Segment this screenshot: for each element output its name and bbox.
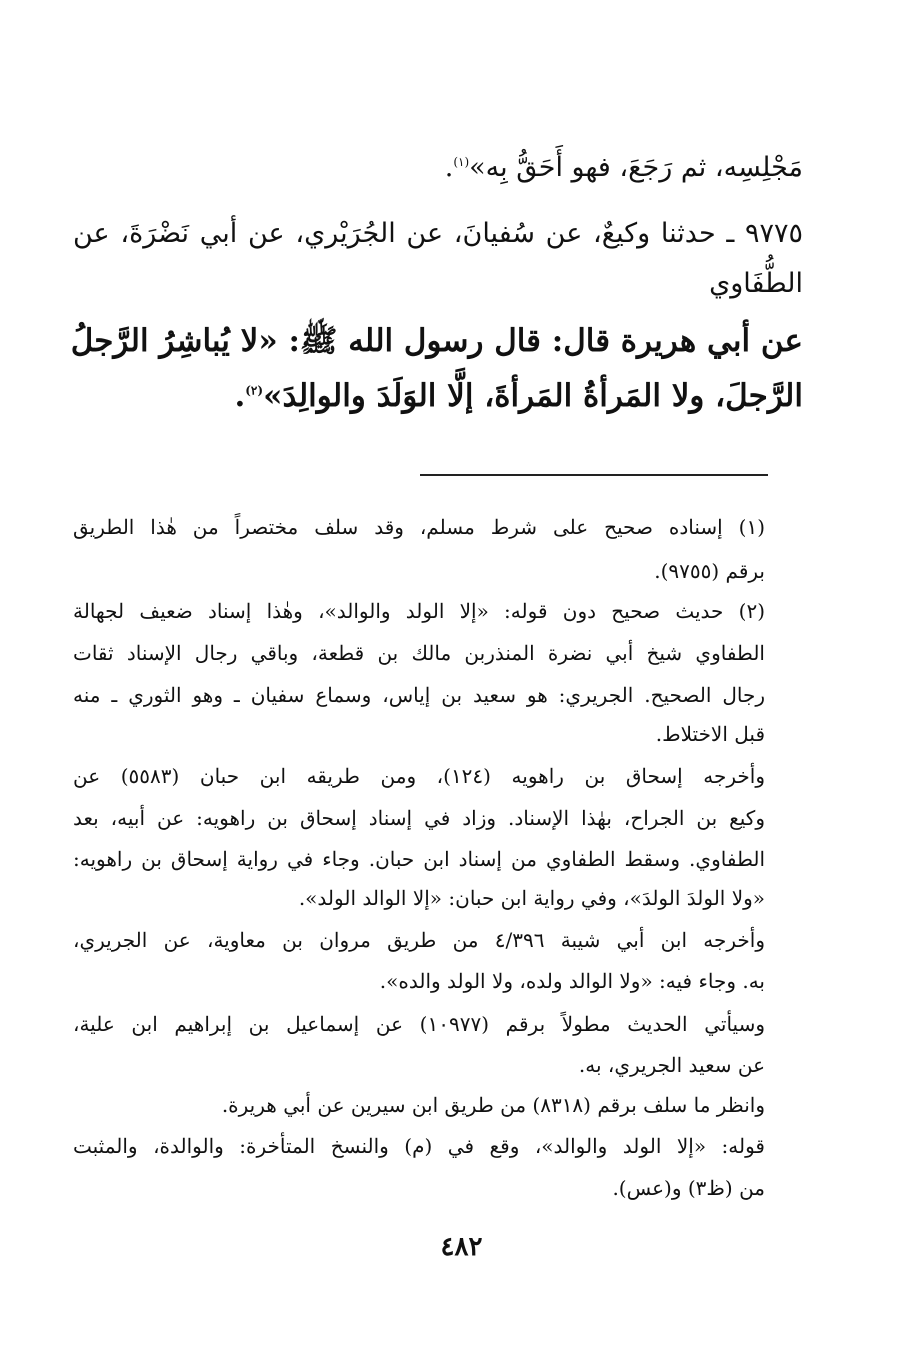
footnote-para-7-line-1: قوله: «إلا الولد والوالد»، وقع في (م) والنسخ المتأخرة: والوالدة، والمثبت	[73, 1134, 765, 1158]
footnote-para-3-line-2: وكيع بن الجراح، بهٰذا الإسناد. وزاد في إسناد إسحاق بن راهويه: عن أبيه، بعد	[73, 806, 765, 830]
hadith-isnad-line-2: الطُّفَاوي	[709, 268, 803, 299]
footnote-para-5-line-2: عن سعيد الجريري، به.	[578, 1053, 765, 1077]
footnote-2-line-2: الطفاوي شيخ أبي نضرة المنذربن مالك بن قطعة، وباقي رجال الإسناد ثقات	[73, 641, 765, 665]
page-number: ٤٨٢	[440, 1232, 483, 1262]
footnote-para-3-line-3: الطفاوي. وسقط الطفاوي من إسناد ابن حبان. وجاء في رواية إسحاق بن راهويه:	[73, 847, 765, 871]
footnote-separator	[420, 474, 768, 476]
hadith-matn-line-1: عن أبي هريرة قال: قال رسول الله ﷺ: «لا يُباشِرُ الرَّجلُ	[70, 323, 803, 359]
footnote-ref-2: (٢)	[245, 383, 264, 398]
footnote-para-6-line-1: وانظر ما سلف برقم (٨٣١٨) من طريق ابن سيرين عن أبي هريرة.	[221, 1093, 765, 1117]
footnote-ref-1: (١)	[453, 155, 470, 169]
hadith-isnad-line-1: ٩٧٧٥ ـ حدثنا وكيعٌ، عن سُفيانَ، عن الجُرَيْري، عن أبي نَضْرَةَ، عن	[73, 218, 803, 249]
footnote-2-line-1: (٢) حديث صحيح دون قوله: «إلا الولد والوالد»، وهٰذا إسناد ضعيف لجهالة	[73, 599, 766, 623]
hadith-matn-line-2	[234, 378, 803, 414]
footnote-para-5-line-1: وسيأتي الحديث مطولاً برقم (١٠٩٧٧) عن إسماعيل بن إبراهيم ابن علية،	[73, 1012, 765, 1036]
footnote-2-line-4: قبل الاختلاط.	[655, 722, 765, 746]
footnote-para-3-line-4: «ولا الولدَ الولدَ»، وفي رواية ابن حبان: «إلا الوالد الولد».	[298, 886, 765, 910]
footnote-para-4-line-2: به. وجاء فيه: «ولا الوالد ولده، ولا الولد والده».	[379, 969, 765, 993]
footnote-para-3-line-1: وأخرجه إسحاق بن راهويه (١٢٤)، ومن طريقه ابن حبان (٥٥٨٣) عن	[73, 764, 765, 788]
main-text-line-1-text: مَجْلِسِه، ثم رَجَعَ، فهو أَحَقُّ بِه»	[469, 152, 803, 183]
hadith-matn-line-2-text: الرَّجلَ، ولا المَرأةُ المَرأةَ، إلَّا الوَلَدَ والوالِدَ»	[263, 378, 803, 414]
footnote-1-line-1: (١) إسناده صحيح على شرط مسلم، وقد سلف مختصراً من هٰذا الطريق	[73, 515, 765, 539]
hadith-matn-line-2-end: .	[234, 378, 246, 414]
footnote-para-4-line-1: وأخرجه ابن أبي شيبة ٤/٣٩٦ من طريق مروان بن معاوية، عن الجريري،	[73, 928, 765, 952]
footnote-2-line-3: رجال الصحيح. الجريري: هو سعيد بن إياس، وسماع سفيان ـ وهو الثوري ـ منه	[73, 683, 765, 707]
footnote-para-7-line-2: من (ظ٣) و(عس).	[612, 1176, 765, 1200]
main-text-line-1	[445, 152, 803, 183]
footnote-1-line-2: برقم (٩٧٥٥).	[654, 559, 765, 583]
main-text-line-1-end: .	[444, 152, 454, 183]
